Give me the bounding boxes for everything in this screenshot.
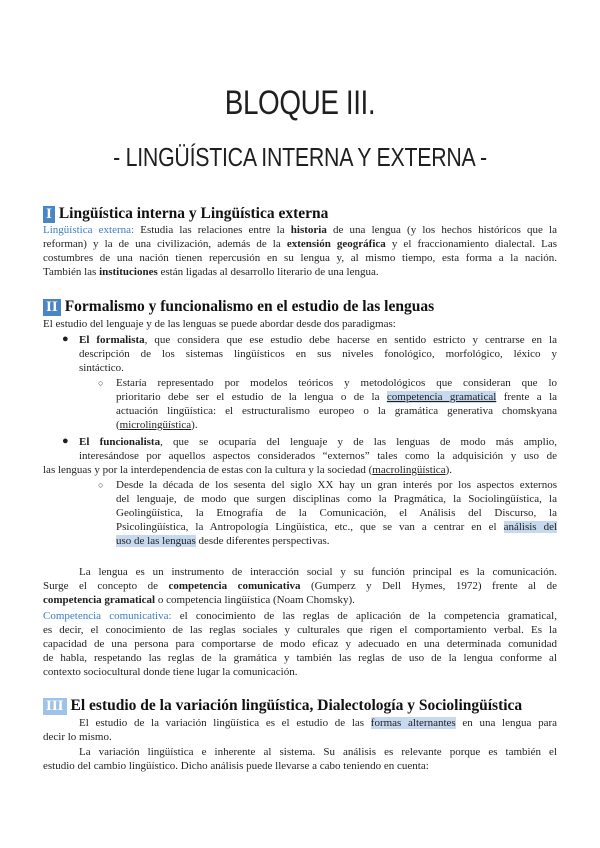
document-subtitle: - LINGÜÍSTICA INTERNA Y EXTERNA - [113,142,487,172]
list-item-functionalist: El funcionalista, que se ocuparía del lenguaje y de las lenguas de modo más amplio, interesándose por aquellos aspectos considerados “externos” tales como la adquisición y uso de [79,436,557,462]
sub-bullet-circle: ○ [98,378,104,388]
section-3-title: El estudio de la variación lingüística, Dialectología y Sociolingüística [70,697,523,714]
section-1-title: Lingüística interna y Lingüística externa [58,205,329,222]
paragraph-definition: Competencia comunicativa: el conocimiento de las reglas de aplicación de la competencia gramatical, es decir, el conocimiento de las reglas sociales y culturales que rigen el comportamiento verbal. Es la capacidad de una persona para comportarse de modo eficaz y adecuado en una determinada comunidad de habla, respetando las reglas de la gramática y también las reglas de uso de la lengua conforme al contexto sociocultural donde tiene lugar la comunicación. [43,610,557,678]
section-1-paragraph: Lingüística externa: Estudia las relaciones entre la historia de una lengua (y los hechos históricos que la reforman) y la de una civilización, además de la extensión geográfica y el fraccionamiento dialectal. Las costumbres de una nación tienen repercusión en su lengua y, al mismo tiempo, esta forma a la nación. También las instituciones están ligadas al desarrollo literario de una lengua. [43,224,557,278]
section-3-paragraph-1: El estudio de la variación lingüística es el estudio de las formas alternantes en una lengua para decir lo mismo. [43,717,557,743]
sub-item-formalist: Estaría representado por modelos teóricos y metodológicos que consideran que lo prioritario debe ser el estudio de la lengua o de la competencia gramatical frente a la actuación lingüística: el estructuralismo europeo o la gramática generativa chomskyana (microlingüística). [116,377,558,431]
section-2-intro: El estudio del lenguaje y de las lenguas se puede abordar desde dos paradigmas: [43,318,396,330]
bullet-dot: ● [62,333,69,345]
section-3-paragraph-2: La variación lingüística e inherente al sistema. Su análisis es relevante porque es también el estudio del cambio lingüístico. Dicho análisis puede llevarse a cabo teniendo en cuenta: [43,746,557,772]
term-communicative-competence: Competencia comunicativa: [43,610,172,622]
highlight-formas-alternantes: formas alternantes [370,717,456,729]
section-2-heading [43,298,434,316]
section-1-number: I [43,206,55,223]
bullet-dot: ● [62,435,69,447]
sub-item-functionalist: Desde la década de los sesenta del siglo XX hay un gran interés por los aspectos externos del lenguaje, de modo que surgen disciplinas como la Pragmática, la Sociolingüística, la Geolingüística, la Etnografía de la Comunicación, el Análisis del Discurso, la Psicolingüística, la Antropología Lingüística, etc., que se van a centrar en el análisis del uso de las lenguas desde diferentes perspectivas. [116,479,558,547]
document-title: BLOQUE III. [224,84,376,122]
highlight-competencia-gramatical: competencia gramatical [386,390,497,403]
paragraph-communicative-competence: La lengua es un instrumento de interacción social y su función principal es la comunicación. Surge el concepto de competencia comunicativa (Gumperz y Dell Hymes, 1972) frente al de competencia gramatical o competencia lingüística (Noam Chomsky). [43,566,557,606]
highlight-analisis-del-uso: análisis del [503,520,558,533]
section-2-number: II [43,299,61,316]
section-3-heading [43,697,522,715]
list-item-functionalist-cont: las lenguas y por la interdependencia de estas con la cultura y la sociedad (macrolingüística). [43,464,452,476]
section-3-number: III [43,698,67,715]
section-2-title: Formalismo y funcionalismo en el estudio de las lenguas [64,298,435,315]
section-1-heading [43,205,328,223]
term-external-linguistics: Lingüística externa: [43,224,135,236]
sub-bullet-circle: ○ [98,480,104,490]
list-item-formalist: El formalista, que considera que ese estudio debe hacerse en sentido estricto y centrarse en la descripción de los sistemas lingüísticos en sus niveles fonológico, morfológico, léxico y sintáctico. [79,334,557,374]
